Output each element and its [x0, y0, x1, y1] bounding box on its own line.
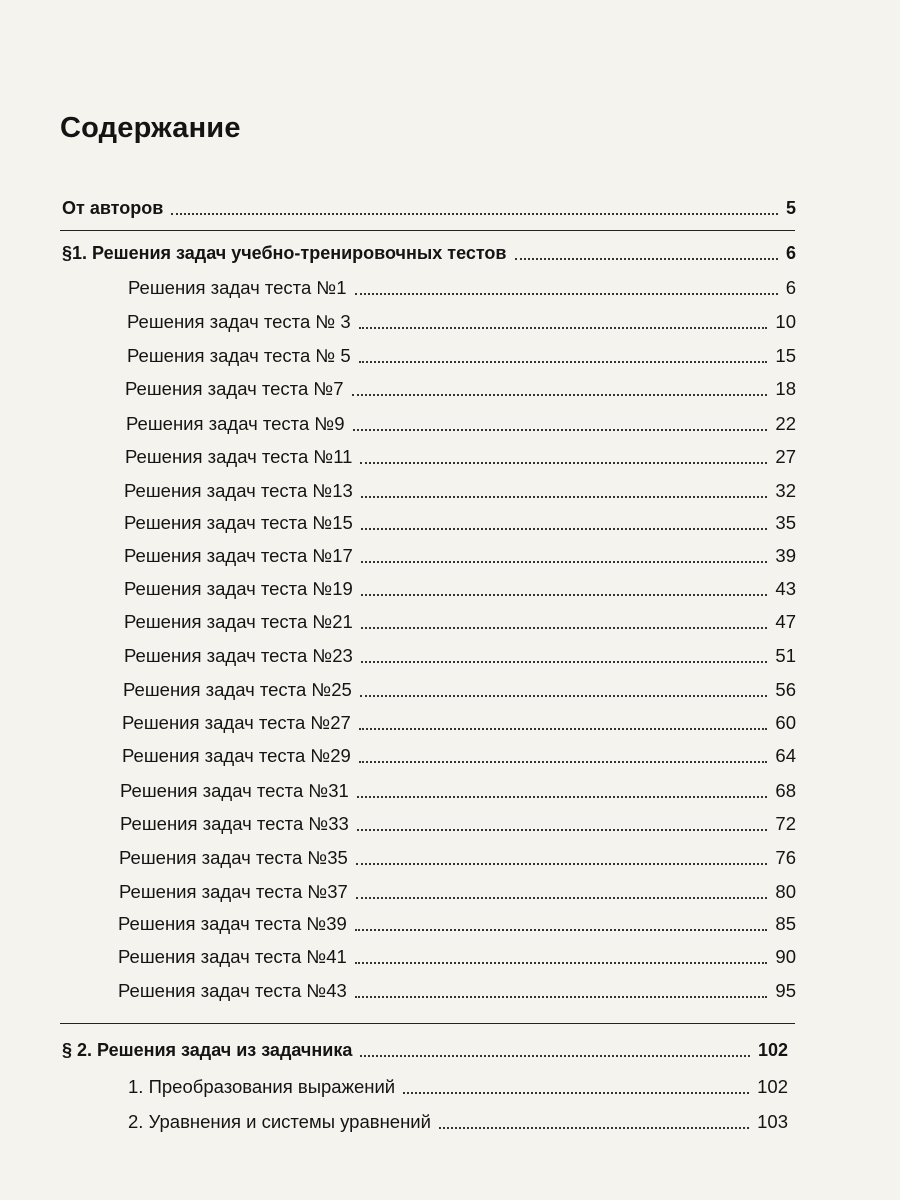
toc-leader-dots: [361, 561, 768, 563]
toc-entry[interactable]: [118, 913, 796, 935]
toc-entry[interactable]: [127, 345, 796, 367]
toc-page-number: 22: [775, 413, 796, 434]
toc-page-number: 5: [785, 198, 796, 218]
toc-page-number: 51: [775, 645, 796, 666]
toc-entry[interactable]: [124, 611, 796, 633]
toc-leader-dots: [355, 996, 768, 998]
toc-entry-label: §1. Решения задач учебно-тренировочных тестов: [62, 243, 507, 263]
toc-leader-dots: [357, 829, 768, 831]
toc-entry-label: Решения задач теста №19: [124, 578, 353, 599]
toc-entry[interactable]: [124, 645, 796, 667]
toc-entry[interactable]: [119, 881, 796, 903]
toc-entry[interactable]: [122, 712, 796, 734]
toc-entry[interactable]: [124, 578, 796, 600]
toc-page-number: 32: [775, 480, 796, 501]
toc-entry-label: Решения задач теста № 5: [127, 345, 351, 366]
toc-entry[interactable]: [122, 745, 796, 767]
toc-entry-label: Решения задач теста №29: [122, 745, 351, 766]
toc-leader-dots: [355, 929, 768, 931]
toc-page-number: 56: [775, 679, 796, 700]
toc-leader-dots: [403, 1092, 749, 1094]
section-divider: [60, 1023, 795, 1024]
toc-entry[interactable]: [125, 378, 796, 400]
toc-entry-label: Решения задач теста №1: [128, 277, 347, 298]
toc-entry-label: Решения задач теста №35: [119, 847, 348, 868]
toc-leader-dots: [360, 462, 767, 464]
toc-page-number: 85: [775, 913, 796, 934]
toc-entry[interactable]: [125, 446, 796, 468]
toc-entry-label: Решения задач теста № 3: [127, 311, 351, 332]
toc-entry[interactable]: [123, 679, 796, 701]
toc-leader-dots: [359, 728, 768, 730]
toc-entry-label: Решения задач теста №11: [125, 446, 353, 467]
toc-leader-dots: [361, 627, 768, 629]
toc-entry-label: Решения задач теста №33: [120, 813, 349, 834]
toc-page-number: 35: [775, 512, 796, 533]
toc-leader-dots: [171, 213, 778, 215]
toc-entry[interactable]: [128, 1076, 788, 1098]
toc-page-number: 60: [775, 712, 796, 733]
toc-leader-dots: [355, 293, 778, 295]
toc-page-number: 6: [785, 277, 796, 298]
toc-page-number: 15: [775, 345, 796, 366]
toc-entry-label: Решения задач теста №25: [123, 679, 352, 700]
toc-page-number: 6: [785, 243, 796, 263]
toc-page-number: 103: [757, 1111, 788, 1132]
toc-entry-label: Решения задач теста №41: [118, 946, 347, 967]
toc-entry[interactable]: [119, 847, 796, 869]
toc-page-number: 102: [757, 1076, 788, 1097]
toc-entry-label: Решения задач теста №15: [124, 512, 353, 533]
toc-page-number: 80: [775, 881, 796, 902]
toc-entry-label: 2. Уравнения и системы уравнений: [128, 1111, 431, 1132]
toc-page-number: 72: [775, 813, 796, 834]
toc-entry[interactable]: [124, 480, 796, 502]
toc-leader-dots: [356, 897, 768, 899]
toc-entry[interactable]: [118, 946, 796, 968]
toc-entry-label: Решения задач теста №7: [125, 378, 344, 399]
toc-leader-dots: [359, 761, 768, 763]
toc-entry-label: Решения задач теста №13: [124, 480, 353, 501]
toc-entry[interactable]: [120, 780, 796, 802]
toc-page-number: 64: [775, 745, 796, 766]
toc-leader-dots: [357, 796, 768, 798]
toc-entry[interactable]: [128, 277, 796, 299]
toc-leader-dots: [360, 695, 768, 697]
toc-leader-dots: [355, 962, 768, 964]
toc-entry-label: Решения задач теста №37: [119, 881, 348, 902]
toc-page-number: 27: [775, 446, 796, 467]
toc-entry[interactable]: [128, 1111, 788, 1133]
toc-entry[interactable]: [120, 813, 796, 835]
toc-page-number: 76: [775, 847, 796, 868]
toc-page-number: 39: [775, 545, 796, 566]
toc-leader-dots: [356, 863, 768, 865]
toc-leader-dots: [361, 528, 768, 530]
toc-entry-label: Решения задач теста №17: [124, 545, 353, 566]
toc-entry-label: Решения задач теста №31: [120, 780, 349, 801]
page-title: Содержание: [60, 112, 241, 144]
toc-leader-dots: [361, 496, 768, 498]
toc-section-2[interactable]: [62, 1040, 788, 1061]
toc-leader-dots: [353, 429, 768, 431]
toc-leader-dots: [359, 327, 768, 329]
toc-entry-label: Решения задач теста №43: [118, 980, 347, 1001]
toc-page-number: 47: [775, 611, 796, 632]
toc-leader-dots: [359, 361, 768, 363]
toc-entry-label: От авторов: [62, 198, 164, 218]
toc-entry-label: § 2. Решения задач из задачника: [62, 1040, 353, 1060]
toc-page-number: 102: [757, 1040, 788, 1060]
toc-entry-label: Решения задач теста №27: [122, 712, 351, 733]
toc-entry[interactable]: [124, 512, 796, 534]
toc-leader-dots: [361, 661, 768, 663]
section-divider: [60, 230, 795, 231]
toc-entry[interactable]: [126, 413, 796, 435]
toc-page-number: 68: [775, 780, 796, 801]
toc-leader-dots: [360, 1055, 750, 1057]
toc-page-number: 43: [775, 578, 796, 599]
toc-entry-label: Решения задач теста №23: [124, 645, 353, 666]
toc-page-number: 90: [775, 946, 796, 967]
toc-entry[interactable]: [127, 311, 796, 333]
toc-leader-dots: [361, 594, 768, 596]
toc-section-1[interactable]: [62, 243, 796, 264]
toc-entry-label: Решения задач теста №21: [124, 611, 353, 632]
toc-leader-dots: [515, 258, 778, 260]
toc-leader-dots: [439, 1127, 749, 1129]
toc-entry-label: Решения задач теста №39: [118, 913, 347, 934]
toc-entry-label: Решения задач теста №9: [126, 413, 345, 434]
toc-leader-dots: [352, 394, 768, 396]
toc-page-number: 10: [775, 311, 796, 332]
toc-entry-authors[interactable]: [62, 198, 796, 219]
toc-entry-label: 1. Преобразования выражений: [128, 1076, 396, 1097]
toc-entry[interactable]: [118, 980, 796, 1002]
toc-page-number: 95: [775, 980, 796, 1001]
toc-page-number: 18: [775, 378, 796, 399]
toc-entry[interactable]: [124, 545, 796, 567]
